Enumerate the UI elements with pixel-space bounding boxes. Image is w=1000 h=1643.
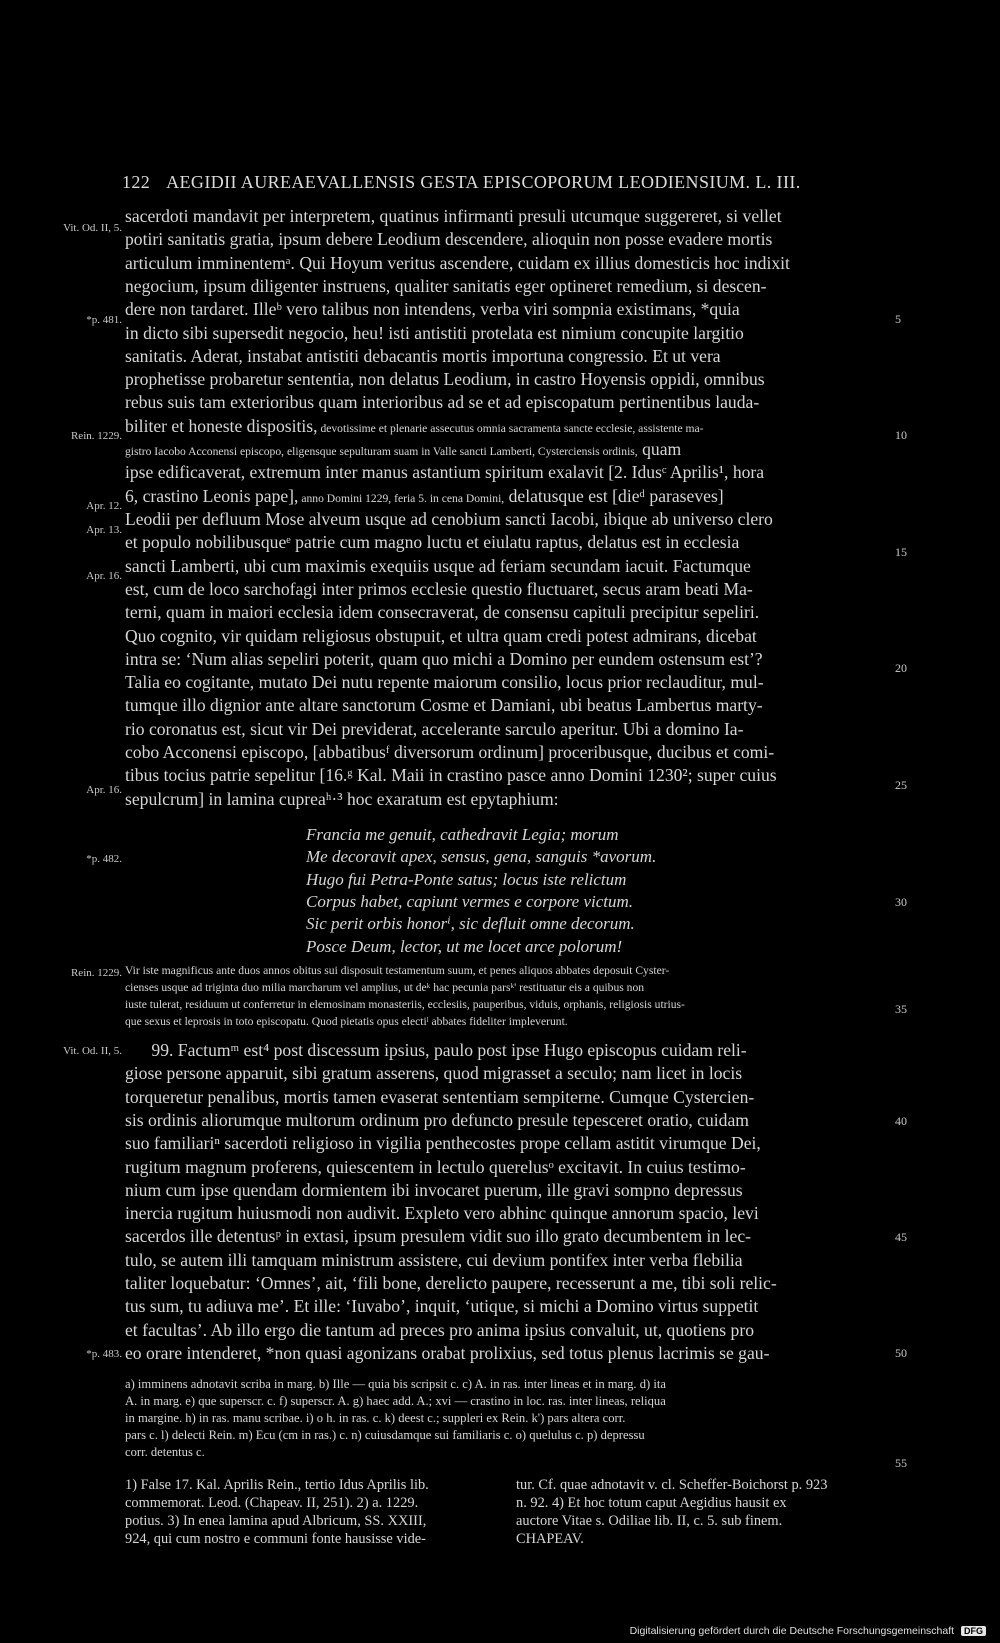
margin-source-note: Vit. Od. II, 5. — [63, 1045, 122, 1057]
line-number: 30 — [895, 895, 907, 909]
text-line: ipse edificaverat, extremum inter manus astantium spiritum exalavit [2. Idusᶜ Aprilis¹, hora — [125, 462, 765, 483]
text-line: rugitum magnum proferens, quiescentem in lectulo querelusᵒ excitavit. In cuius testimo- — [125, 1156, 746, 1177]
text-line — [125, 485, 892, 508]
footnote-line: corr. detentus c. — [125, 1445, 205, 1459]
line-number: 10 — [895, 428, 907, 442]
text-line: cienses usque ad triginta duo milia marcharum vel amplius, ut deᵏ hac pecunia parsᵏ' restituatur eis a quibus non — [125, 981, 645, 994]
funding-text: Digitalisierung gefördert durch die Deutsche Forschungsgemeinschaft — [629, 1625, 955, 1637]
reference-note-line: 1) False 17. Kal. Aprilis Rein., tertio Idus Aprilis lib. — [125, 1477, 429, 1493]
running-title: AEGIDII AUREAEVALLENSIS GESTA EPISCOPORUM LEODIENSIUM. L. III. — [166, 172, 801, 192]
verse-line: Me decoravit apex, sensus, gena, sanguis *avorum. — [306, 847, 657, 867]
reference-note-line: tur. Cf. quae adnotavit v. cl. Scheffer-Boichorst p. 923 — [516, 1477, 828, 1493]
margin-date: Apr. 13. — [86, 524, 122, 536]
text-line: torqueretur penalibus, mortis tamen evaserat sententiam sempiterne. Cumque Cystercien- — [125, 1086, 755, 1107]
text-line: taliter loquebatur: ‘Omnes’, ait, ‘fili bone, derelicto paupere, recesserunt a me, tibi soli relic- — [125, 1273, 777, 1293]
margin-source-note: Rein. 1229. — [70, 967, 122, 979]
reference-note-line: potius. 3) In enea lamina apud Albricum, SS. XXIII, — [125, 1513, 427, 1529]
text-line: est, cum de loco sarchofagi inter primos ecclesie questio fluctuaret, secus aram beati Ma- — [125, 578, 753, 599]
text-line: intra se: ‘Num alias sepeliri poterit, quam quo michi a Domino per eundem ostensum est’? — [125, 648, 763, 669]
text-line — [125, 438, 892, 461]
margin-source-note: Rein. 1229. — [70, 430, 122, 442]
line-number: 55 — [895, 1456, 907, 1470]
reference-note-line: 924, qui cum nostro e communi fonte hausisse vide- — [125, 1531, 426, 1547]
dfg-logo: DFG — [961, 1626, 986, 1636]
text-line: Vir iste magnificus ante duos annos obitus sui disposuit testamentum suum, et penes aliquos abbates deposuit Cyster- — [125, 964, 670, 977]
text-run: delatusque est [dieᵈ paraseves] — [504, 485, 724, 506]
text-line: tus sum, tu adiuva me’. Et ille: ‘Iuvabo’, inquit, ‘utique, si michi a Domino virtus suppetit — [125, 1296, 759, 1317]
margin-date: Apr. 16. — [86, 784, 122, 796]
text-run: quam — [637, 439, 682, 459]
reference-note-line: commemorat. Leod. (Chapeav. II, 251). 2) a. 1229. — [125, 1495, 419, 1511]
text-line: in dicto sibi supersedit negocio, heu! isti antistiti protelata est nimium concupite largitio — [125, 322, 744, 343]
line-number: 50 — [895, 1346, 907, 1360]
small-text-run: devotissime et plenarie assecutus omnia sacramenta sancte ecclesie, assistente ma- — [317, 421, 704, 435]
text-line: cobo Acconensi episcopo, [abbatibusᶠ diversorum ordinum] proceribusque, ducibus et comi- — [125, 742, 775, 762]
text-line: negocium, ipsum diligenter instruens, qualiter sanitatis eger optineret remedium, si descen- — [125, 275, 767, 296]
text-line: sepulcrum] in lamina cupreaʰ·³ hoc exaratum est epytaphium: — [125, 788, 559, 809]
text-line: et populo nobilibusqueᵉ patrie cum magno luctu et eiulatu raptus, delatus est in ecclesia — [125, 532, 740, 553]
line-number: 15 — [895, 545, 907, 559]
reference-notes-left-column — [125, 1476, 429, 1548]
text-run: biliter et honeste dispositis, — [125, 415, 318, 436]
line-number: 25 — [895, 778, 907, 792]
small-text-run: anno Domini 1229, feria 5. in cena Domini, — [298, 491, 505, 505]
reference-note-line: n. 92. 4) Et hoc totum caput Aegidius hausit ex — [516, 1495, 787, 1511]
text-line: sancti Lamberti, ubi cum maximis exequiis usque ad feriam secundam iacuit. Factumque — [125, 555, 751, 576]
margin-date: Apr. 16. — [86, 570, 122, 582]
text-line: tulo, se autem illi tamquam ministrum assistere, cui devium pontifex inter verba flebilia — [125, 1249, 743, 1270]
margin-page-ref: *p. 483. — [86, 1348, 122, 1360]
margin-page-ref: *p. 481. — [86, 314, 122, 326]
running-head — [122, 172, 862, 193]
line-number: 20 — [895, 661, 907, 675]
reference-note-line: CHAPEAV. — [516, 1531, 584, 1547]
footnote-line: a) imminens adnotavit scriba in marg. b) Ille — quia bis scripsit c. c) A. in ras. inter lineas et in marg. d) ita — [125, 1377, 666, 1391]
verse-line: Posce Deum, lector, ut me locet arce polorum! — [306, 936, 623, 956]
text-line — [125, 415, 892, 438]
text-line: que sexus et leprosis in toto episcopatu. Quod pietatis opus electiˡ abbates fideliter impleverunt. — [125, 1015, 568, 1028]
line-number: 40 — [895, 1114, 907, 1128]
text-line: sacerdos ille detentusᵖ in extasi, ipsum presulem vidit suo illo grato decumbentem in lec- — [125, 1226, 751, 1247]
text-line: 99. Factumᵐ est⁴ post discessum ipsius, paulo post ipse Hugo episcopus cuidam reli- — [125, 1040, 747, 1060]
verse-line: Hugo fui Petra-Ponte satus; locus iste relictum — [306, 869, 627, 889]
text-line: Talia eo cogitante, mutato Dei nutu repente maiorum consilio, locus prior reclauditur, mul- — [125, 672, 764, 693]
text-line: tibus tocius patrie sepelitur [16.ᵍ Kal. Maii in crastino pasce anno Domini 1230²; super cuius — [125, 765, 777, 786]
text-line: iuste tulerat, residuum ut conferretur in elemosinam monasteriis, ecclesiis, pauperibus, viduis, orphanis, religiosis utrius- — [125, 998, 685, 1011]
page-number: 122 — [122, 172, 151, 192]
text-line: eo orare intenderet, *non quasi agonizans orabat prolixius, sed totus plenus lacrimis se gau- — [125, 1342, 770, 1363]
text-line: terni, quam in maiori ecclesia idem consecraverat, de consensu capituli precipitur sepeliri. — [125, 602, 760, 623]
small-text-run: gistro Iacobo Acconensi episcopo, eligensque sepulturam suam in Valle sancti Lamberti, Cysterciensis ordinis, — [125, 445, 638, 458]
margin-date: Apr. 12. — [86, 500, 122, 512]
text-line: tumque illo dignior ante altare sanctorum Cosme et Damiani, ubi beatus Lambertus marty- — [125, 695, 763, 716]
verse-line: Corpus habet, capiunt vermes e corpore victum. — [306, 891, 634, 911]
text-line: giose persone apparuit, sibi gratum asserens, quod migrasset a seculo; nam licet in locis — [125, 1063, 743, 1084]
text-line: suo familiariⁿ sacerdoti religioso in vigilia penthecostes prope cellam astitit virumque Dei, — [125, 1133, 761, 1154]
text-line: rio coronatus est, sicut vir Dei previderat, accelerante sarculo aperitur. Ubi a domino Ia- — [125, 718, 744, 739]
line-number: 5 — [895, 312, 901, 326]
text-run: 6, crastino Leonis pape], — [125, 485, 299, 506]
text-line: prophetisse probaretur sententia, non delatus Leodium, in castro Hoyensis oppidi, omnibus — [125, 369, 765, 390]
text-line: sis ordinis aliorumque multorum ordinum pro defuncto presule tepesceret oratio, cuidam — [125, 1109, 749, 1130]
verse-line: Sic perit orbis honorⁱ, sic defluit omne decorum. — [306, 914, 635, 934]
text-line: Quo cognito, vir quidam religiosus obstupuit, et ultra quam credi potest admirans, dicebat — [125, 625, 757, 646]
footnote-line: in margine. h) in ras. manu scribae. i) o h. in ras. c. k) deest c.; suppleri ex Rein. k') pars altera corr. — [125, 1411, 626, 1425]
verse-line: Francia me genuit, cathedravit Legia; morum — [306, 825, 619, 844]
funding-footer — [630, 1625, 986, 1637]
text-line: articulum imminentemᵃ. Qui Hoyum veritus ascendere, cuidam ex illius domesticis hoc indixit — [125, 252, 790, 273]
line-number: 45 — [895, 1230, 907, 1244]
text-line: et facultas’. Ab illo ergo die tantum ad preces pro anima ipsius convaluit, ut, quotiens pro — [125, 1319, 754, 1340]
text-line: rebus suis tam exterioribus quam interioribus ad se et ad episcopatum pertinentibus lauda- — [125, 392, 760, 413]
margin-source-note: Vit. Od. II, 5. — [63, 222, 122, 234]
text-line: potiri sanitatis gratia, ipsum debere Leodium descendere, alioquin non posse evadere mortis — [125, 229, 773, 250]
text-line: Leodii per defluum Mose alveum usque ad cenobium sancti Iacobi, ibique ab universo clero — [125, 509, 773, 529]
footnote-line: pars c. l) delecti Rein. m) Ecu (cm in ras.) c. n) cuiusdamque sui familiaris c. o) quelulus c. p) depressu — [125, 1428, 645, 1442]
reference-notes-right-column — [516, 1476, 827, 1548]
reference-note-line: auctore Vitae s. Odiliae lib. II, c. 5. sub finem. — [516, 1513, 783, 1529]
margin-page-ref: *p. 482. — [86, 853, 122, 865]
text-line: sanitatis. Aderat, instabat antistiti debacantis mortis importuna congressio. Et ut vera — [125, 345, 721, 366]
text-line: sacerdoti mandavit per interpretem, quatinus infirmanti presuli utcumque suggereret, si vellet — [125, 206, 782, 226]
text-line: nium cum ipse quendam dormientem ibi invocaret puerum, ille gravi sompno depressus — [125, 1179, 743, 1200]
text-line: dere non tardaret. Illeᵇ vero talibus non intendens, verba viri sompnia existimans, *quia — [125, 299, 740, 320]
footnote-line: A. in marg. e) que superscr. c. f) superscr. A. g) haec add. A.; xvi — crastino in loc. ras. inter lineas, reliqua — [125, 1394, 666, 1408]
line-number: 35 — [895, 1002, 907, 1016]
text-line: inercia rugitum huiusmodi non audivit. Expleto vero abhinc quinque annorum spacio, levi — [125, 1203, 759, 1224]
